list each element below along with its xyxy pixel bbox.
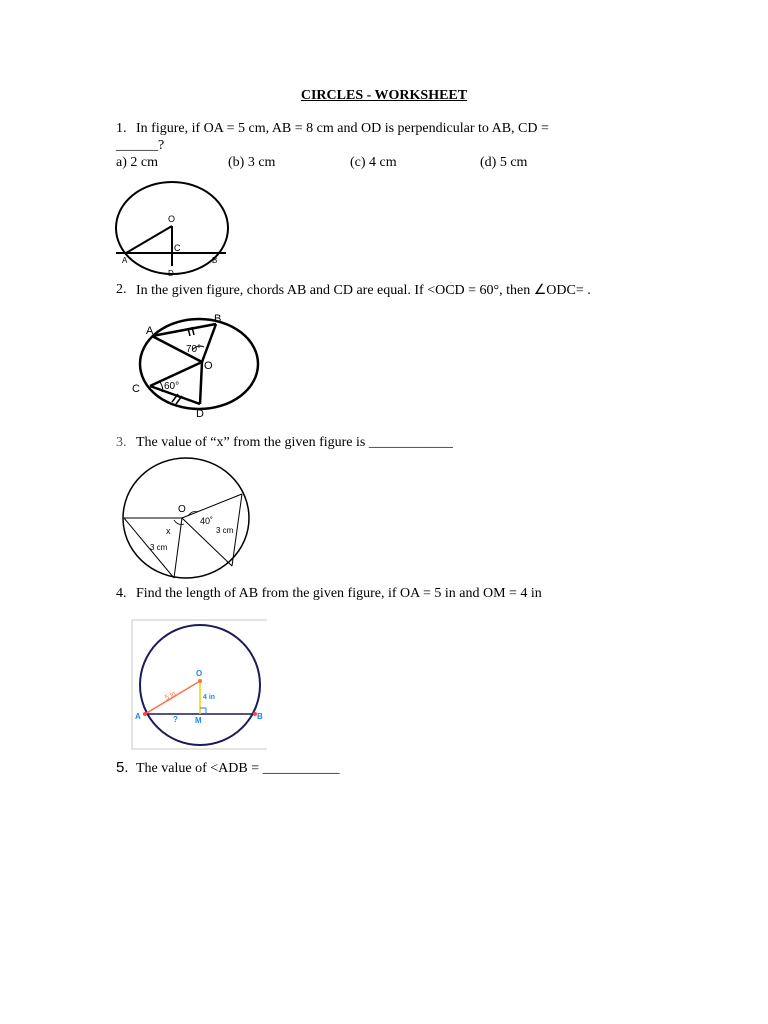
question-1-option-b: (b) 3 cm <box>228 155 276 170</box>
q2-label-b: B <box>214 313 222 325</box>
question-5-text: The value of <ADB = ___________ <box>136 761 340 776</box>
q4-center-point <box>198 679 202 683</box>
q1-label-c: C <box>174 243 181 253</box>
question-3-number: 3. <box>116 435 127 450</box>
question-3-figure <box>114 454 258 582</box>
page-title: CIRCLES - WORKSHEET <box>300 88 468 103</box>
q2-label-c: C <box>132 383 140 395</box>
question-2-number: 2. <box>116 282 127 297</box>
q3-label-x: x <box>166 526 171 536</box>
q3-line-top <box>182 494 242 518</box>
q3-line-mid <box>174 518 182 578</box>
q4-label-question: ? <box>173 715 178 724</box>
q3-label-angle: 40˚ <box>200 516 214 526</box>
q4-label-a: A <box>135 712 141 721</box>
q2-label-a: A <box>146 325 154 337</box>
q1-label-b: B <box>212 256 218 265</box>
q4-label-om: 4 in <box>203 694 216 701</box>
question-1-number: 1. <box>116 121 127 136</box>
question-1-option-c: (c) 4 cm <box>350 155 397 170</box>
question-1-figure <box>110 178 235 280</box>
question-1-option-d: (d) 5 cm <box>480 155 528 170</box>
question-5-number: 5. <box>116 759 129 776</box>
q1-label-o: O <box>168 214 176 224</box>
q4-right-angle-mark <box>200 708 206 714</box>
q3-label-len1: 3 cm <box>216 526 234 535</box>
question-1-text-line2: ______? <box>116 138 165 153</box>
q2-label-o: O <box>204 360 213 372</box>
q3-label-o: O <box>178 504 186 515</box>
q2-radius-ob <box>202 324 216 362</box>
q1-label-a: A <box>122 256 128 265</box>
question-1-text-line1: In figure, if OA = 5 cm, AB = 8 cm and OD is perpendicular to AB, CD = <box>136 121 549 136</box>
q4-point-a <box>143 712 147 716</box>
question-2-text: In the given figure, chords AB and CD are equal. If <OCD = 60°, then ∠ODC= . <box>136 283 591 298</box>
question-1-option-a: a) 2 cm <box>116 155 158 170</box>
q2-angle-70: 70° <box>186 344 202 355</box>
q3-line-chord <box>232 494 242 566</box>
q3-label-len2: 3 cm <box>150 543 168 552</box>
q4-label-b: B <box>257 712 263 721</box>
q1-radius-oa <box>126 226 172 253</box>
q3-arc-x <box>174 520 184 525</box>
question-3-text: The value of “x” from the given figure is ____________ <box>136 435 453 450</box>
q2-label-d: D <box>196 408 204 420</box>
question-4-number: 4. <box>116 586 127 601</box>
question-4-text: Find the length of AB from the given figure, if OA = 5 in and OM = 4 in <box>136 586 542 601</box>
q4-label-oa: 5 in <box>163 690 178 702</box>
question-4-figure <box>131 619 267 750</box>
question-2-figure <box>128 310 268 422</box>
q4-label-o: O <box>196 669 203 678</box>
q2-radius-od <box>200 362 202 404</box>
q2-angle-60: 60° <box>164 381 180 392</box>
q1-label-d: D <box>168 269 174 278</box>
q4-label-m: M <box>195 716 202 725</box>
